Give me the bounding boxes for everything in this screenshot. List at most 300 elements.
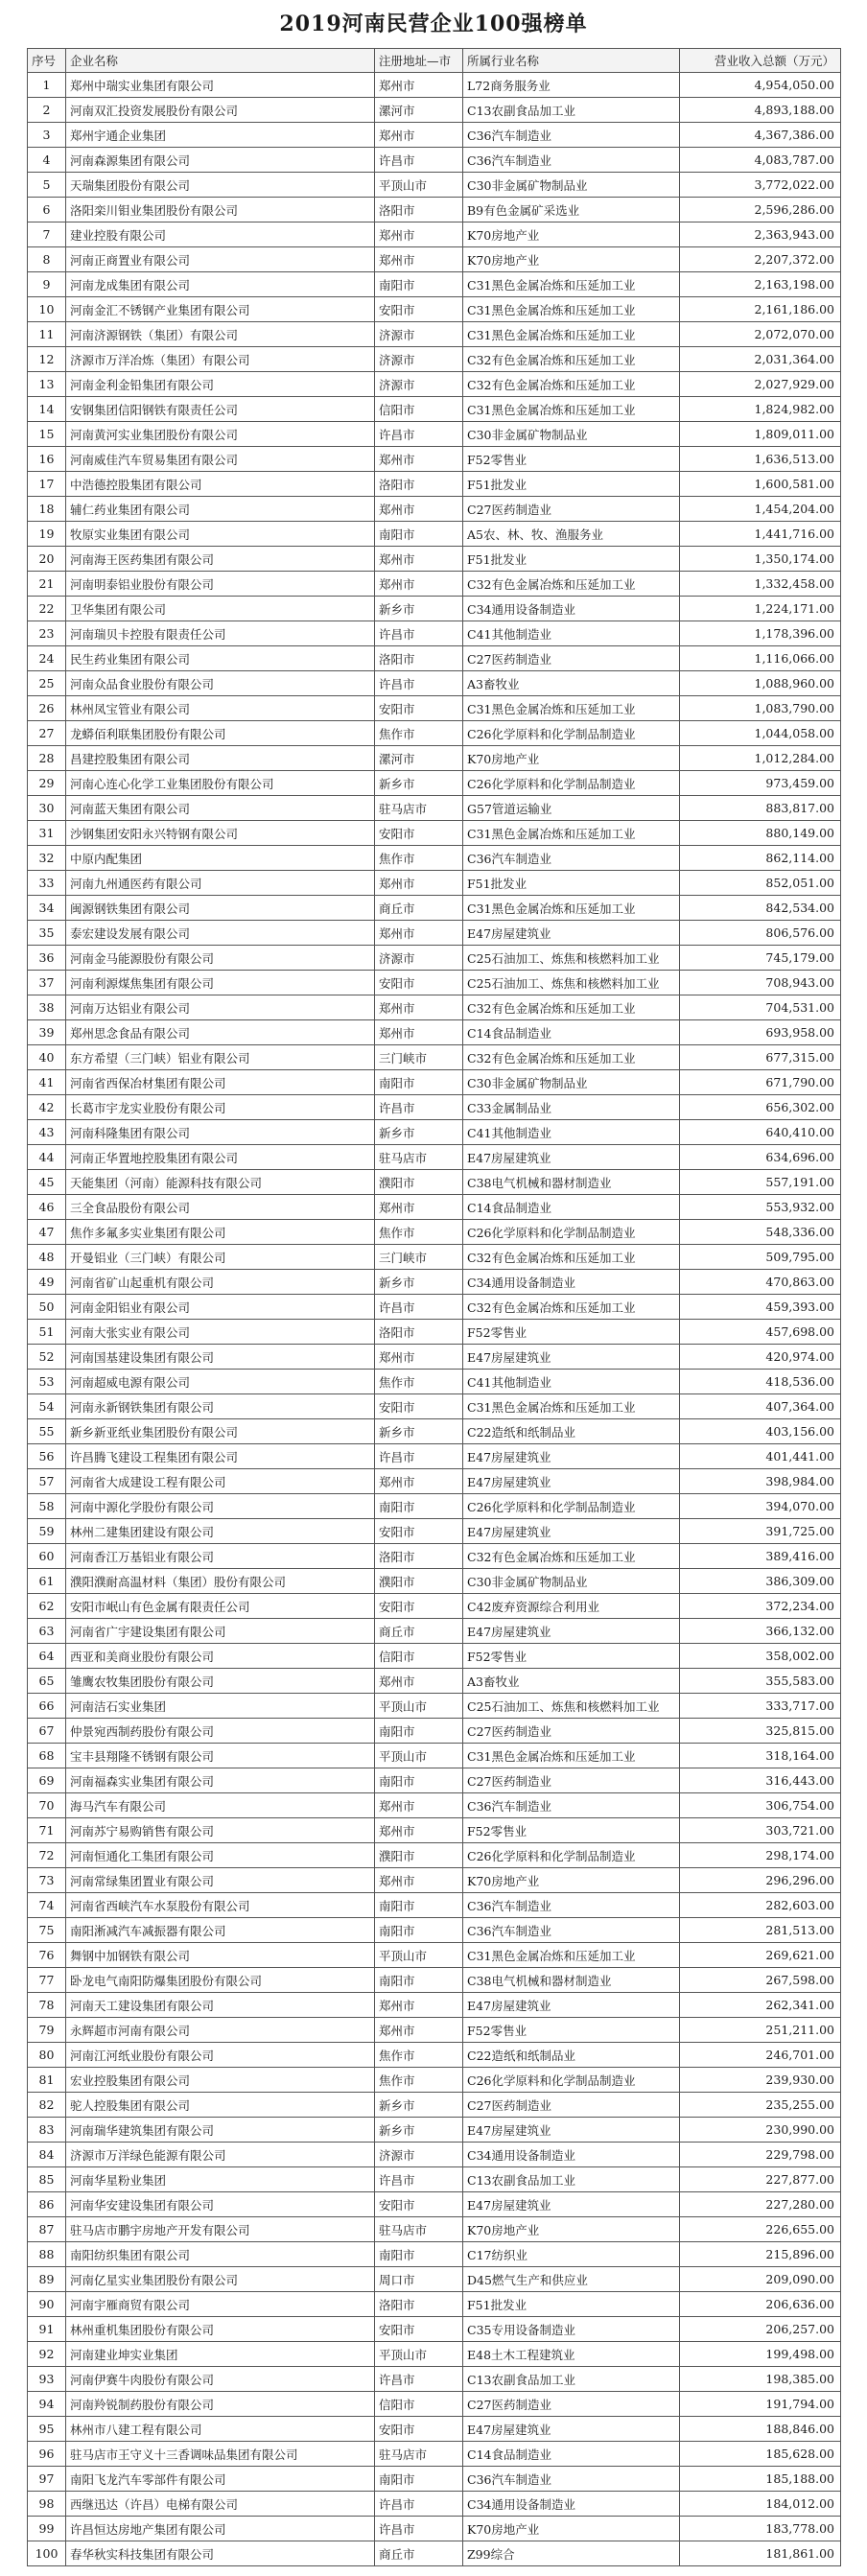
cell-industry: E47房屋建筑业 bbox=[463, 1444, 680, 1469]
cell-city: 郑州市 bbox=[375, 497, 463, 522]
cell-city: 许昌市 bbox=[375, 621, 463, 646]
cell-rank: 50 bbox=[28, 1295, 66, 1320]
table-row bbox=[28, 1444, 841, 1469]
table-row bbox=[28, 721, 841, 746]
cell-revenue: 1,088,960.00 bbox=[680, 671, 841, 696]
cell-city: 漯河市 bbox=[375, 98, 463, 123]
cell-industry: C30非金属矿物制品业 bbox=[463, 1569, 680, 1594]
table-row bbox=[28, 646, 841, 671]
cell-city: 许昌市 bbox=[375, 1295, 463, 1320]
cell-city: 新乡市 bbox=[375, 1270, 463, 1295]
cell-company-name: 焦作多氟多实业集团有限公司 bbox=[66, 1220, 375, 1245]
cell-rank: 26 bbox=[28, 696, 66, 721]
table-row bbox=[28, 1594, 841, 1619]
cell-rank: 21 bbox=[28, 572, 66, 597]
cell-rank: 91 bbox=[28, 2317, 66, 2342]
cell-revenue: 391,725.00 bbox=[680, 1519, 841, 1544]
cell-company-name: 春华秋实科技集团有限公司 bbox=[66, 2541, 375, 2566]
cell-rank: 37 bbox=[28, 971, 66, 995]
table-row bbox=[28, 2192, 841, 2217]
cell-industry: K70房地产业 bbox=[463, 2517, 680, 2541]
table-row bbox=[28, 1569, 841, 1594]
cell-company-name: 安钢集团信阳钢铁有限责任公司 bbox=[66, 397, 375, 422]
cell-industry: C26化学原料和化学制品制造业 bbox=[463, 1220, 680, 1245]
cell-city: 商丘市 bbox=[375, 1619, 463, 1644]
cell-rank: 51 bbox=[28, 1320, 66, 1345]
cell-industry: K70房地产业 bbox=[463, 2217, 680, 2242]
cell-industry: C27医药制造业 bbox=[463, 2093, 680, 2118]
cell-industry: C22造纸和纸制品业 bbox=[463, 1419, 680, 1444]
cell-rank: 44 bbox=[28, 1145, 66, 1170]
cell-industry: C30非金属矿物制品业 bbox=[463, 422, 680, 447]
cell-city: 郑州市 bbox=[375, 73, 463, 98]
cell-company-name: 雏鹰农牧集团股份有限公司 bbox=[66, 1669, 375, 1694]
cell-city: 许昌市 bbox=[375, 1095, 463, 1120]
table-row bbox=[28, 971, 841, 995]
cell-company-name: 河南伊赛牛肉股份有限公司 bbox=[66, 2367, 375, 2392]
cell-company-name: 天能集团（河南）能源科技有限公司 bbox=[66, 1170, 375, 1195]
cell-rank: 10 bbox=[28, 297, 66, 322]
cell-company-name: 河南福森实业集团有限公司 bbox=[66, 1768, 375, 1793]
cell-revenue: 2,596,286.00 bbox=[680, 198, 841, 222]
table-row bbox=[28, 272, 841, 297]
table-row bbox=[28, 1345, 841, 1370]
table-row bbox=[28, 1419, 841, 1444]
cell-industry: C36汽车制造业 bbox=[463, 1893, 680, 1918]
cell-rank: 14 bbox=[28, 397, 66, 422]
cell-revenue: 634,696.00 bbox=[680, 1145, 841, 1170]
cell-city: 洛阳市 bbox=[375, 472, 463, 497]
table-row bbox=[28, 2317, 841, 2342]
cell-rank: 47 bbox=[28, 1220, 66, 1245]
cell-revenue: 418,536.00 bbox=[680, 1370, 841, 1394]
table-row bbox=[28, 1095, 841, 1120]
cell-industry: F52零售业 bbox=[463, 1644, 680, 1669]
cell-revenue: 4,083,787.00 bbox=[680, 148, 841, 173]
table-row bbox=[28, 796, 841, 821]
cell-revenue: 459,393.00 bbox=[680, 1295, 841, 1320]
cell-revenue: 401,441.00 bbox=[680, 1444, 841, 1469]
cell-company-name: 东方希望（三门峡）铝业有限公司 bbox=[66, 1045, 375, 1070]
cell-industry: C25石油加工、炼焦和核燃料加工业 bbox=[463, 1694, 680, 1719]
cell-rank: 79 bbox=[28, 2018, 66, 2043]
table-row bbox=[28, 1943, 841, 1968]
cell-rank: 20 bbox=[28, 547, 66, 572]
cell-company-name: 河南永新钢铁集团有限公司 bbox=[66, 1394, 375, 1419]
cell-rank: 42 bbox=[28, 1095, 66, 1120]
table-row bbox=[28, 2093, 841, 2118]
cell-industry: C41其他制造业 bbox=[463, 621, 680, 646]
cell-rank: 17 bbox=[28, 472, 66, 497]
cell-industry: C25石油加工、炼焦和核燃料加工业 bbox=[463, 971, 680, 995]
table-row bbox=[28, 1918, 841, 1943]
cell-revenue: 553,932.00 bbox=[680, 1195, 841, 1220]
cell-revenue: 206,636.00 bbox=[680, 2292, 841, 2317]
cell-industry: C30非金属矿物制品业 bbox=[463, 173, 680, 198]
cell-industry: K70房地产业 bbox=[463, 247, 680, 272]
table-row bbox=[28, 1768, 841, 1793]
cell-industry: C31黑色金属冶炼和压延加工业 bbox=[463, 272, 680, 297]
table-row bbox=[28, 1544, 841, 1569]
cell-company-name: 河南省西保冶材集团有限公司 bbox=[66, 1070, 375, 1095]
cell-industry: C31黑色金属冶炼和压延加工业 bbox=[463, 821, 680, 846]
table-row bbox=[28, 821, 841, 846]
cell-city: 洛阳市 bbox=[375, 1544, 463, 1569]
cell-revenue: 191,794.00 bbox=[680, 2392, 841, 2417]
cell-city: 洛阳市 bbox=[375, 198, 463, 222]
cell-city: 新乡市 bbox=[375, 2118, 463, 2143]
cell-company-name: 河南心连心化学工业集团股份有限公司 bbox=[66, 771, 375, 796]
cell-industry: C34通用设备制造业 bbox=[463, 597, 680, 621]
cell-revenue: 185,628.00 bbox=[680, 2442, 841, 2467]
cell-company-name: 河南森源集团有限公司 bbox=[66, 148, 375, 173]
table-row bbox=[28, 1993, 841, 2018]
cell-company-name: 辅仁药业集团有限公司 bbox=[66, 497, 375, 522]
cell-revenue: 457,698.00 bbox=[680, 1320, 841, 1345]
cell-revenue: 398,984.00 bbox=[680, 1469, 841, 1494]
cell-industry: C35专用设备制造业 bbox=[463, 2317, 680, 2342]
cell-company-name: 河南江河纸业股份有限公司 bbox=[66, 2043, 375, 2068]
cell-city: 焦作市 bbox=[375, 2043, 463, 2068]
cell-company-name: 濮阳濮耐高温材料（集团）股份有限公司 bbox=[66, 1569, 375, 1594]
cell-industry: E47房屋建筑业 bbox=[463, 1619, 680, 1644]
cell-industry: C36汽车制造业 bbox=[463, 1918, 680, 1943]
cell-industry: C13农副食品加工业 bbox=[463, 2367, 680, 2392]
cell-industry: C26化学原料和化学制品制造业 bbox=[463, 721, 680, 746]
cell-revenue: 251,211.00 bbox=[680, 2018, 841, 2043]
cell-city: 平顶山市 bbox=[375, 1694, 463, 1719]
cell-revenue: 2,072,070.00 bbox=[680, 322, 841, 347]
header-city: 注册地址—市 bbox=[375, 49, 463, 73]
table-row bbox=[28, 1494, 841, 1519]
cell-company-name: 河南宇雁商贸有限公司 bbox=[66, 2292, 375, 2317]
cell-company-name: 中浩德控股集团有限公司 bbox=[66, 472, 375, 497]
cell-city: 郑州市 bbox=[375, 572, 463, 597]
table-row bbox=[28, 198, 841, 222]
cell-revenue: 1,809,011.00 bbox=[680, 422, 841, 447]
cell-city: 安阳市 bbox=[375, 696, 463, 721]
cell-rank: 86 bbox=[28, 2192, 66, 2217]
cell-industry: C31黑色金属冶炼和压延加工业 bbox=[463, 1744, 680, 1768]
cell-company-name: 河南黄河实业集团股份有限公司 bbox=[66, 422, 375, 447]
cell-city: 南阳市 bbox=[375, 1494, 463, 1519]
cell-company-name: 河南华星粉业集团 bbox=[66, 2167, 375, 2192]
cell-city: 三门峡市 bbox=[375, 1045, 463, 1070]
cell-city: 南阳市 bbox=[375, 1070, 463, 1095]
cell-revenue: 708,943.00 bbox=[680, 971, 841, 995]
cell-industry: C34通用设备制造业 bbox=[463, 2492, 680, 2517]
cell-industry: G57管道运输业 bbox=[463, 796, 680, 821]
cell-city: 郑州市 bbox=[375, 871, 463, 896]
cell-city: 许昌市 bbox=[375, 671, 463, 696]
cell-industry: C30非金属矿物制品业 bbox=[463, 1070, 680, 1095]
cell-revenue: 239,930.00 bbox=[680, 2068, 841, 2093]
cell-city: 新乡市 bbox=[375, 597, 463, 621]
cell-city: 郑州市 bbox=[375, 1868, 463, 1893]
cell-revenue: 230,990.00 bbox=[680, 2118, 841, 2143]
cell-revenue: 693,958.00 bbox=[680, 1020, 841, 1045]
cell-revenue: 1,083,790.00 bbox=[680, 696, 841, 721]
cell-industry: C14食品制造业 bbox=[463, 1020, 680, 1045]
cell-city: 焦作市 bbox=[375, 2068, 463, 2093]
table-row bbox=[28, 472, 841, 497]
cell-city: 安阳市 bbox=[375, 2317, 463, 2342]
cell-company-name: 天瑞集团股份有限公司 bbox=[66, 173, 375, 198]
cell-city: 濮阳市 bbox=[375, 1569, 463, 1594]
cell-rank: 22 bbox=[28, 597, 66, 621]
cell-rank: 32 bbox=[28, 846, 66, 871]
cell-rank: 33 bbox=[28, 871, 66, 896]
table-row bbox=[28, 1694, 841, 1719]
table-row bbox=[28, 621, 841, 646]
cell-rank: 66 bbox=[28, 1694, 66, 1719]
table-row bbox=[28, 297, 841, 322]
cell-city: 郑州市 bbox=[375, 1020, 463, 1045]
cell-rank: 65 bbox=[28, 1669, 66, 1694]
cell-rank: 25 bbox=[28, 671, 66, 696]
cell-city: 郑州市 bbox=[375, 547, 463, 572]
cell-revenue: 296,296.00 bbox=[680, 1868, 841, 1893]
cell-industry: C34通用设备制造业 bbox=[463, 2143, 680, 2167]
cell-rank: 29 bbox=[28, 771, 66, 796]
cell-city: 安阳市 bbox=[375, 971, 463, 995]
cell-revenue: 325,815.00 bbox=[680, 1719, 841, 1744]
cell-rank: 28 bbox=[28, 746, 66, 771]
cell-revenue: 862,114.00 bbox=[680, 846, 841, 871]
cell-company-name: 济源市万洋冶炼（集团）有限公司 bbox=[66, 347, 375, 372]
cell-revenue: 181,861.00 bbox=[680, 2541, 841, 2566]
table-row bbox=[28, 2442, 841, 2467]
cell-revenue: 548,336.00 bbox=[680, 1220, 841, 1245]
cell-company-name: 南阳淅减汽车减振器有限公司 bbox=[66, 1918, 375, 1943]
cell-revenue: 183,778.00 bbox=[680, 2517, 841, 2541]
cell-industry: A5农、林、牧、渔服务业 bbox=[463, 522, 680, 547]
cell-revenue: 704,531.00 bbox=[680, 995, 841, 1020]
cell-rank: 88 bbox=[28, 2242, 66, 2267]
table-body bbox=[28, 73, 841, 2566]
cell-city: 驻马店市 bbox=[375, 2442, 463, 2467]
cell-city: 南阳市 bbox=[375, 1918, 463, 1943]
cell-company-name: 林州凤宝管业有限公司 bbox=[66, 696, 375, 721]
cell-industry: E47房屋建筑业 bbox=[463, 1345, 680, 1370]
cell-industry: C31黑色金属冶炼和压延加工业 bbox=[463, 696, 680, 721]
cell-revenue: 1,454,204.00 bbox=[680, 497, 841, 522]
table-row bbox=[28, 1619, 841, 1644]
cell-industry: C36汽车制造业 bbox=[463, 148, 680, 173]
table-row bbox=[28, 1968, 841, 1993]
table-row bbox=[28, 671, 841, 696]
cell-company-name: 河南瑞华建筑集团有限公司 bbox=[66, 2118, 375, 2143]
cell-city: 许昌市 bbox=[375, 2517, 463, 2541]
table-row bbox=[28, 2118, 841, 2143]
cell-industry: F52零售业 bbox=[463, 1320, 680, 1345]
cell-industry: C14食品制造业 bbox=[463, 2442, 680, 2467]
cell-city: 郑州市 bbox=[375, 123, 463, 148]
cell-company-name: 河南华安建设集团有限公司 bbox=[66, 2192, 375, 2217]
cell-revenue: 298,174.00 bbox=[680, 1843, 841, 1868]
cell-company-name: 河南国基建设集团有限公司 bbox=[66, 1345, 375, 1370]
cell-company-name: 西继迅达（许昌）电梯有限公司 bbox=[66, 2492, 375, 2517]
cell-rank: 49 bbox=[28, 1270, 66, 1295]
cell-company-name: 林州市八建工程有限公司 bbox=[66, 2417, 375, 2442]
cell-revenue: 227,280.00 bbox=[680, 2192, 841, 2217]
cell-revenue: 557,191.00 bbox=[680, 1170, 841, 1195]
cell-company-name: 卫华集团有限公司 bbox=[66, 597, 375, 621]
cell-rank: 4 bbox=[28, 148, 66, 173]
cell-revenue: 215,896.00 bbox=[680, 2242, 841, 2267]
cell-rank: 69 bbox=[28, 1768, 66, 1793]
table-row bbox=[28, 1295, 841, 1320]
cell-city: 许昌市 bbox=[375, 2167, 463, 2192]
table-row bbox=[28, 2167, 841, 2192]
cell-industry: C31黑色金属冶炼和压延加工业 bbox=[463, 322, 680, 347]
table-row bbox=[28, 597, 841, 621]
cell-revenue: 2,363,943.00 bbox=[680, 222, 841, 247]
cell-industry: E47房屋建筑业 bbox=[463, 1469, 680, 1494]
ranking-table bbox=[27, 48, 841, 2566]
table-row bbox=[28, 1519, 841, 1544]
cell-city: 济源市 bbox=[375, 372, 463, 397]
cell-revenue: 1,824,982.00 bbox=[680, 397, 841, 422]
table-row bbox=[28, 1394, 841, 1419]
cell-rank: 59 bbox=[28, 1519, 66, 1544]
cell-city: 安阳市 bbox=[375, 297, 463, 322]
cell-rank: 24 bbox=[28, 646, 66, 671]
cell-city: 济源市 bbox=[375, 2143, 463, 2167]
cell-revenue: 262,341.00 bbox=[680, 1993, 841, 2018]
cell-company-name: 洛阳栾川钼业集团股份有限公司 bbox=[66, 198, 375, 222]
cell-industry: C27医药制造业 bbox=[463, 1768, 680, 1793]
cell-revenue: 185,188.00 bbox=[680, 2467, 841, 2492]
cell-company-name: 长葛市宇龙实业股份有限公司 bbox=[66, 1095, 375, 1120]
cell-company-name: 河南大张实业有限公司 bbox=[66, 1320, 375, 1345]
cell-rank: 9 bbox=[28, 272, 66, 297]
cell-industry: E47房屋建筑业 bbox=[463, 2118, 680, 2143]
cell-rank: 34 bbox=[28, 896, 66, 921]
cell-city: 驻马店市 bbox=[375, 796, 463, 821]
header-industry: 所属行业名称 bbox=[463, 49, 680, 73]
cell-revenue: 745,179.00 bbox=[680, 946, 841, 971]
cell-company-name: 卧龙电气南阳防爆集团股份有限公司 bbox=[66, 1968, 375, 1993]
cell-rank: 83 bbox=[28, 2118, 66, 2143]
cell-rank: 19 bbox=[28, 522, 66, 547]
cell-industry: C42废弃资源综合利用业 bbox=[463, 1594, 680, 1619]
cell-industry: E47房屋建筑业 bbox=[463, 2417, 680, 2442]
table-row bbox=[28, 846, 841, 871]
table-row bbox=[28, 1843, 841, 1868]
cell-rank: 92 bbox=[28, 2342, 66, 2367]
table-row bbox=[28, 1145, 841, 1170]
cell-revenue: 267,598.00 bbox=[680, 1968, 841, 1993]
table-row bbox=[28, 995, 841, 1020]
cell-rank: 43 bbox=[28, 1120, 66, 1145]
cell-rank: 16 bbox=[28, 447, 66, 472]
cell-industry: C31黑色金属冶炼和压延加工业 bbox=[463, 1394, 680, 1419]
cell-industry: C31黑色金属冶炼和压延加工业 bbox=[463, 896, 680, 921]
table-row bbox=[28, 1868, 841, 1893]
cell-revenue: 269,621.00 bbox=[680, 1943, 841, 1968]
cell-rank: 78 bbox=[28, 1993, 66, 2018]
page-title: 2019河南民营企业100强榜单 bbox=[279, 12, 588, 36]
cell-revenue: 281,513.00 bbox=[680, 1918, 841, 1943]
table-row bbox=[28, 1070, 841, 1095]
cell-company-name: 河南九州通医药有限公司 bbox=[66, 871, 375, 896]
cell-rank: 23 bbox=[28, 621, 66, 646]
cell-revenue: 1,441,716.00 bbox=[680, 522, 841, 547]
cell-revenue: 2,163,198.00 bbox=[680, 272, 841, 297]
cell-rank: 93 bbox=[28, 2367, 66, 2392]
cell-company-name: 河南羚锐制药股份有限公司 bbox=[66, 2392, 375, 2417]
cell-rank: 54 bbox=[28, 1394, 66, 1419]
cell-company-name: 泰宏建设发展有限公司 bbox=[66, 921, 375, 946]
cell-rank: 89 bbox=[28, 2267, 66, 2292]
cell-revenue: 2,161,186.00 bbox=[680, 297, 841, 322]
cell-industry: F51批发业 bbox=[463, 871, 680, 896]
table-header-row bbox=[28, 49, 841, 73]
cell-industry: C26化学原料和化学制品制造业 bbox=[463, 1843, 680, 1868]
cell-rank: 5 bbox=[28, 173, 66, 198]
cell-city: 济源市 bbox=[375, 322, 463, 347]
table-row bbox=[28, 921, 841, 946]
cell-city: 三门峡市 bbox=[375, 1245, 463, 1270]
cell-company-name: 河南中源化学股份有限公司 bbox=[66, 1494, 375, 1519]
cell-rank: 18 bbox=[28, 497, 66, 522]
cell-revenue: 4,893,188.00 bbox=[680, 98, 841, 123]
cell-city: 郑州市 bbox=[375, 247, 463, 272]
cell-revenue: 2,027,929.00 bbox=[680, 372, 841, 397]
table-row bbox=[28, 2417, 841, 2442]
cell-industry: C13农副食品加工业 bbox=[463, 98, 680, 123]
cell-company-name: 河南正商置业有限公司 bbox=[66, 247, 375, 272]
cell-city: 漯河市 bbox=[375, 746, 463, 771]
table-row bbox=[28, 1020, 841, 1045]
cell-company-name: 宝丰县翔隆不锈钢有限公司 bbox=[66, 1744, 375, 1768]
cell-industry: C36汽车制造业 bbox=[463, 846, 680, 871]
cell-company-name: 许昌腾飞建设工程集团有限公司 bbox=[66, 1444, 375, 1469]
cell-company-name: 建业控股有限公司 bbox=[66, 222, 375, 247]
cell-rank: 85 bbox=[28, 2167, 66, 2192]
cell-industry: C25石油加工、炼焦和核燃料加工业 bbox=[463, 946, 680, 971]
cell-rank: 100 bbox=[28, 2541, 66, 2566]
cell-industry: C38电气机械和器材制造业 bbox=[463, 1968, 680, 1993]
cell-revenue: 671,790.00 bbox=[680, 1070, 841, 1095]
cell-rank: 12 bbox=[28, 347, 66, 372]
cell-company-name: 林州重机集团股份有限公司 bbox=[66, 2317, 375, 2342]
cell-company-name: 河南正华置地控股集团有限公司 bbox=[66, 1145, 375, 1170]
table-row bbox=[28, 422, 841, 447]
cell-rank: 72 bbox=[28, 1843, 66, 1868]
cell-city: 平顶山市 bbox=[375, 1744, 463, 1768]
cell-city: 商丘市 bbox=[375, 896, 463, 921]
table-row bbox=[28, 572, 841, 597]
cell-revenue: 656,302.00 bbox=[680, 1095, 841, 1120]
cell-city: 安阳市 bbox=[375, 2192, 463, 2217]
cell-industry: C26化学原料和化学制品制造业 bbox=[463, 771, 680, 796]
cell-revenue: 4,367,386.00 bbox=[680, 123, 841, 148]
cell-company-name: 宏业控股集团有限公司 bbox=[66, 2068, 375, 2093]
table-row bbox=[28, 1744, 841, 1768]
cell-industry: C14食品制造业 bbox=[463, 1195, 680, 1220]
cell-city: 许昌市 bbox=[375, 2492, 463, 2517]
cell-company-name: 海马汽车有限公司 bbox=[66, 1793, 375, 1818]
cell-industry: C13农副食品加工业 bbox=[463, 2167, 680, 2192]
cell-industry: F51批发业 bbox=[463, 2292, 680, 2317]
cell-rank: 27 bbox=[28, 721, 66, 746]
cell-industry: C27医药制造业 bbox=[463, 497, 680, 522]
table-row bbox=[28, 397, 841, 422]
cell-revenue: 333,717.00 bbox=[680, 1694, 841, 1719]
cell-city: 驻马店市 bbox=[375, 2217, 463, 2242]
